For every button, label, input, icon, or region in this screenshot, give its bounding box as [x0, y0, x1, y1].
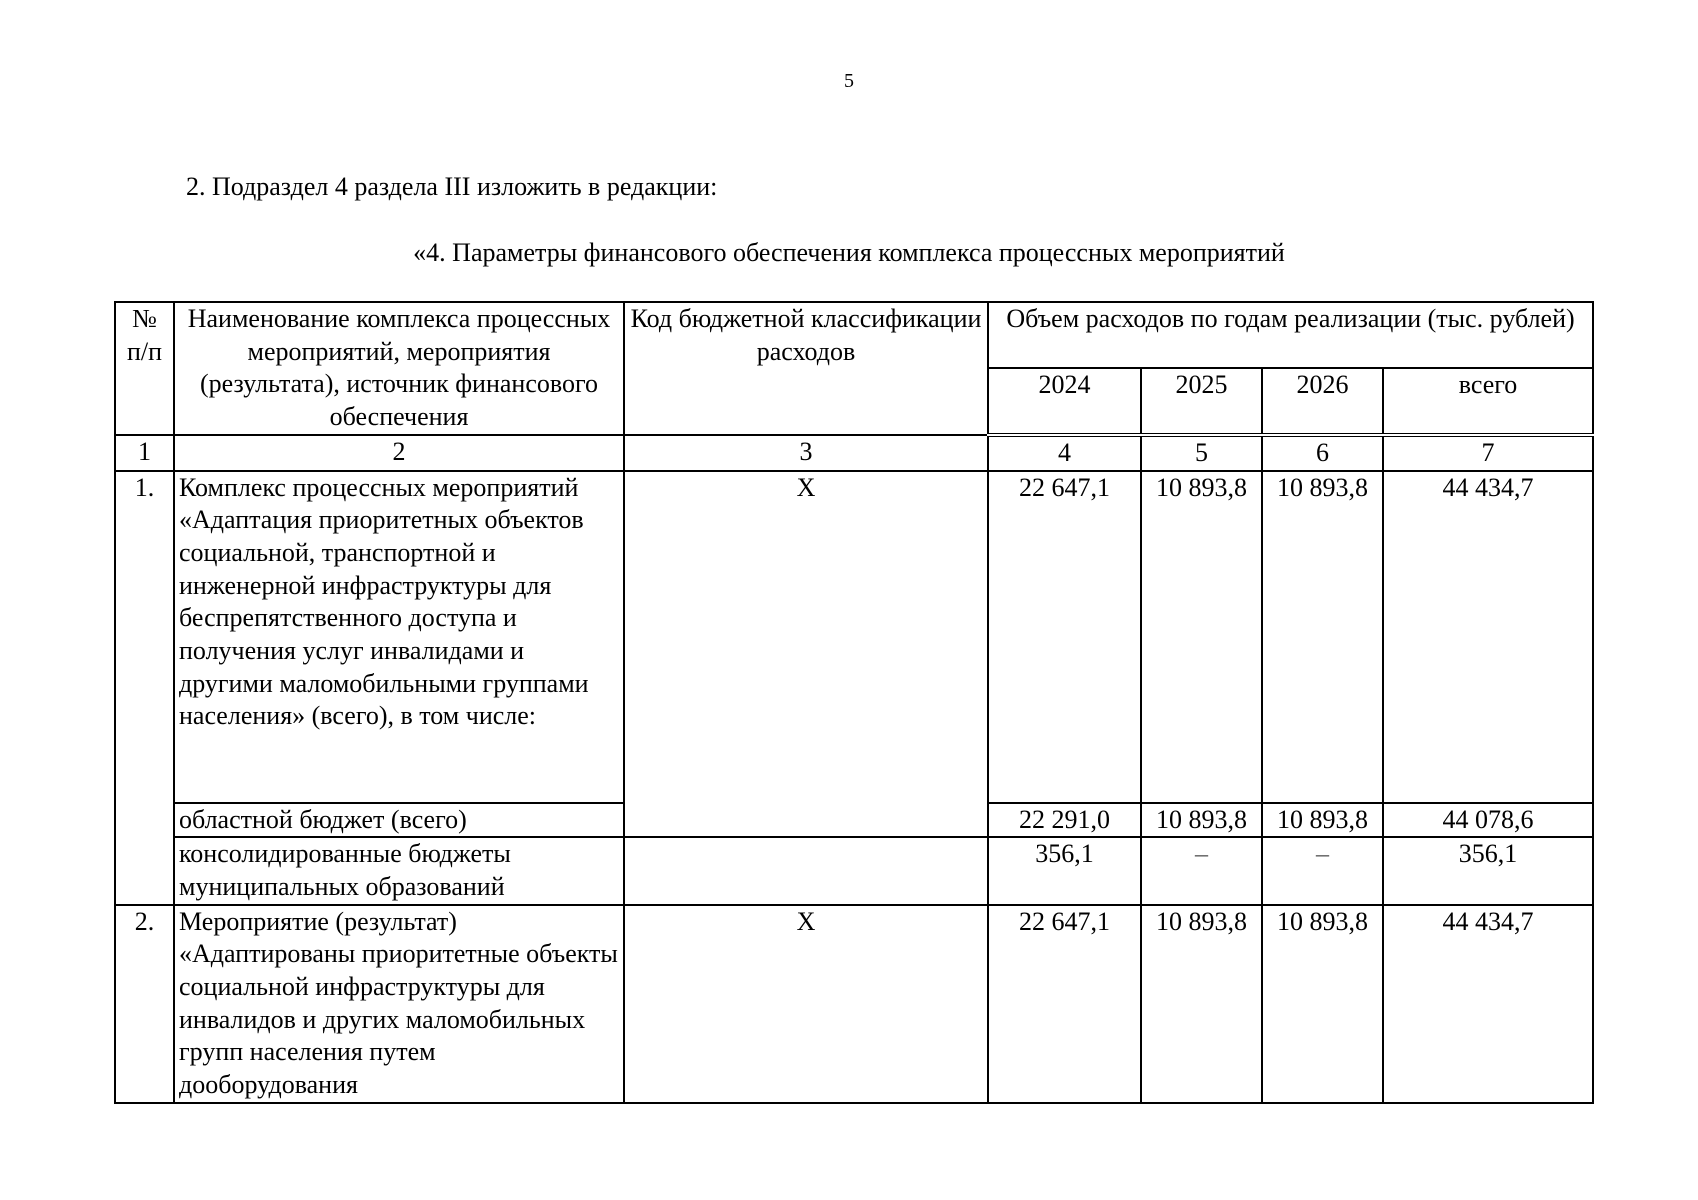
row-value-2024: 22 291,0 — [988, 803, 1141, 838]
row-code: Х — [624, 905, 988, 1103]
column-number-row — [115, 435, 1593, 471]
column-number-4: 4 — [988, 435, 1141, 471]
row-code: Х — [624, 471, 988, 838]
row-name: Комплекс процессных мероприятий «Адаптация приоритетных объектов социальной, транспортной и инженерной инфраструктуры для беспрепятственного доступа и получения услуг инвалидами и другими маломобильными группами населения» (всего), в том числе: — [174, 471, 624, 803]
header-total: всего — [1383, 368, 1593, 435]
header-year-2026: 2026 — [1262, 368, 1383, 435]
page-number: 5 — [844, 70, 854, 92]
header-num: № п/п — [115, 302, 174, 435]
column-number-5: 5 — [1141, 435, 1262, 471]
section-title: «4. Параметры финансового обеспечения комплекса процессных мероприятий — [413, 238, 1285, 267]
row-value-2026: 10 893,8 — [1262, 803, 1383, 838]
header-row — [115, 302, 1593, 368]
row-name: областной бюджет (всего) — [174, 803, 624, 838]
row-value-2025: – — [1141, 837, 1262, 904]
row-value-total: 44 434,7 — [1383, 905, 1593, 1103]
row-value-total: 356,1 — [1383, 837, 1593, 904]
header-name: Наименование комплекса процессных мероприятий, мероприятия (результата), источник финансового обеспечения — [174, 302, 624, 435]
row-code — [624, 837, 988, 904]
row-number: 1. — [115, 471, 174, 905]
column-number-3: 3 — [624, 435, 988, 471]
financing-table — [114, 301, 1594, 1104]
row-value-total: 44 078,6 — [1383, 803, 1593, 838]
header-year-2025: 2025 — [1141, 368, 1262, 435]
row-value-2025: 10 893,8 — [1141, 471, 1262, 803]
row-value-2026: 10 893,8 — [1262, 905, 1383, 1103]
row-number: 2. — [115, 905, 174, 1103]
row-value-total: 44 434,7 — [1383, 471, 1593, 803]
intro-paragraph: 2. Подраздел 4 раздела III изложить в редакции: — [186, 172, 718, 201]
row-value-2025: 10 893,8 — [1141, 803, 1262, 838]
table-row — [115, 837, 1593, 904]
header-year-2024: 2024 — [988, 368, 1141, 435]
column-number-7: 7 — [1383, 435, 1593, 471]
row-value-2024: 22 647,1 — [988, 471, 1141, 803]
column-number-2: 2 — [174, 435, 624, 471]
column-number-6: 6 — [1262, 435, 1383, 471]
row-value-2026: – — [1262, 837, 1383, 904]
table-row — [115, 905, 1593, 1103]
row-value-2025: 10 893,8 — [1141, 905, 1262, 1103]
row-name: консолидированные бюджеты муниципальных образований — [174, 837, 624, 904]
row-value-2024: 356,1 — [988, 837, 1141, 904]
row-value-2026: 10 893,8 — [1262, 471, 1383, 803]
header-volume: Объем расходов по годам реализации (тыс. рублей) — [988, 302, 1593, 368]
header-code: Код бюджетной классификации расходов — [624, 302, 988, 435]
row-value-2024: 22 647,1 — [988, 905, 1141, 1103]
row-name: Мероприятие (результат) «Адаптированы приоритетные объекты социальной инфраструктуры для инвалидов и других маломобильных групп населения путем дооборудования — [174, 905, 624, 1103]
table-row — [115, 471, 1593, 803]
column-number-1: 1 — [115, 435, 174, 471]
